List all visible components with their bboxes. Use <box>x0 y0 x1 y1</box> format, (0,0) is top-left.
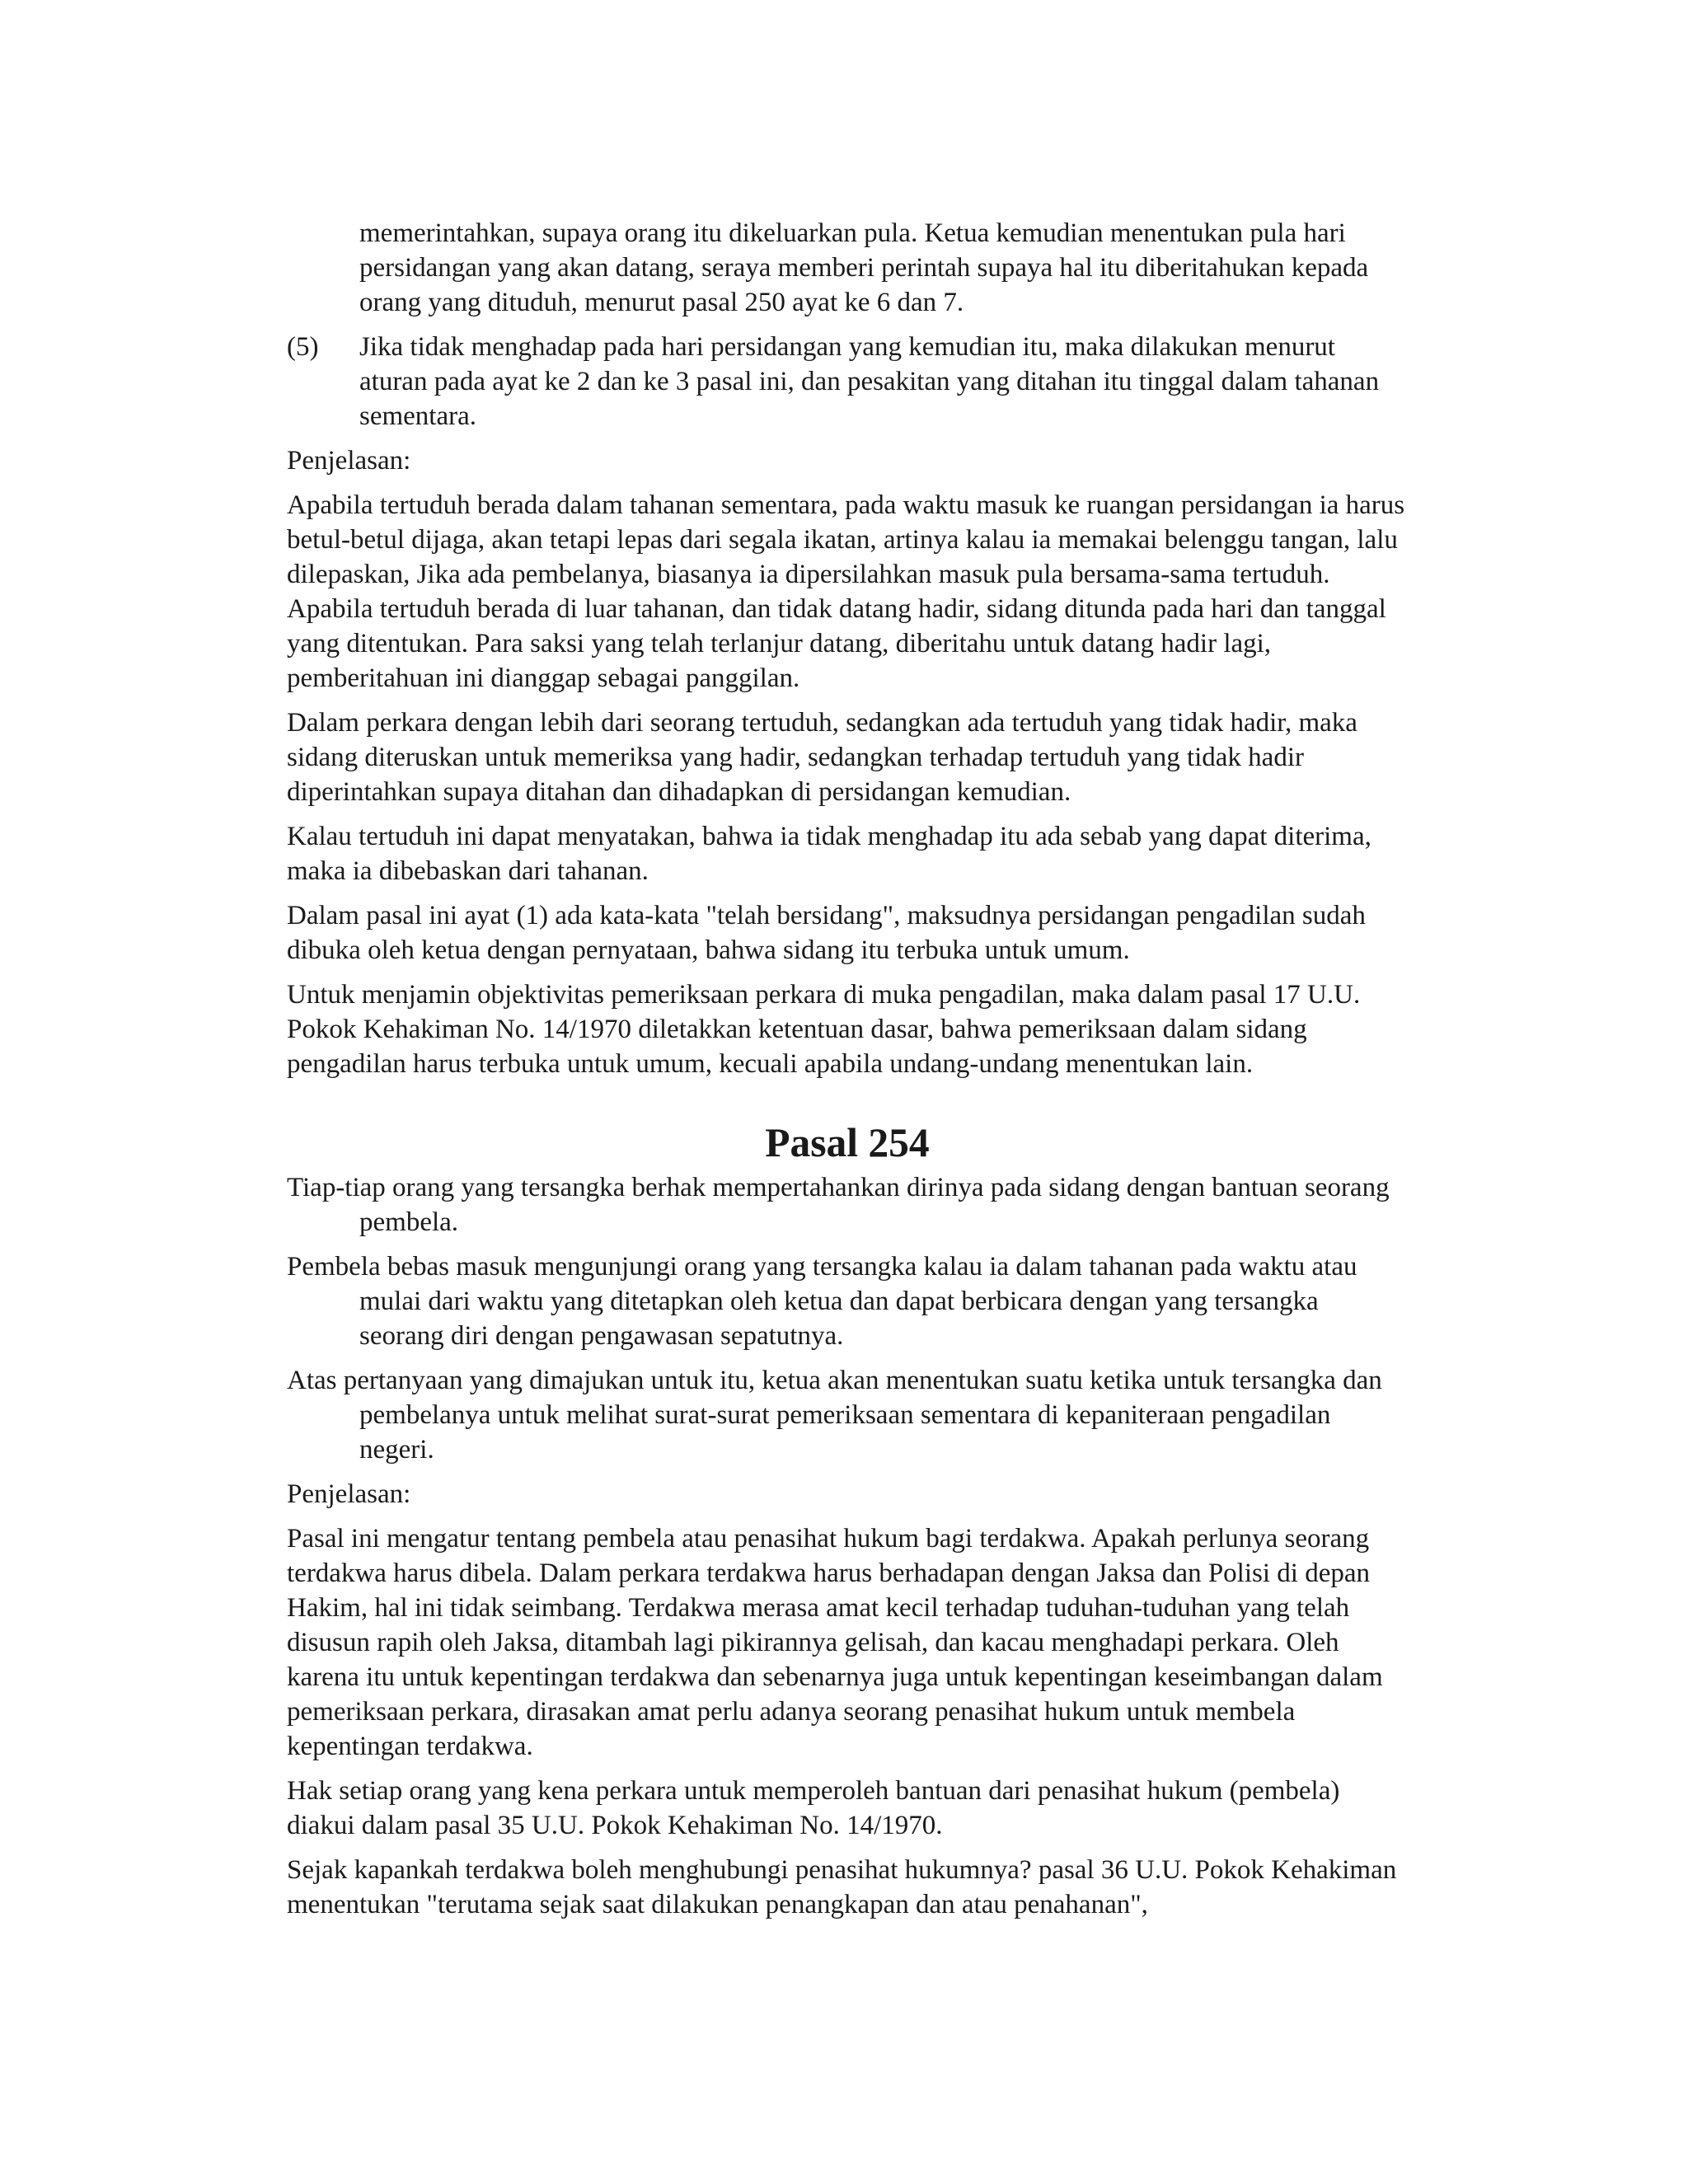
section-heading: Pasal 254 <box>765 1120 930 1165</box>
pasal-clause: Tiap-tiap orang yang tersangka berhak mempertahankan dirinya pada sidang dengan bantuan seorang pembela. <box>287 1173 1390 1237</box>
penjelasan-paragraph: Hak setiap orang yang kena perkara untuk memperoleh bantuan dari penasihat hukum (pembela) diakui dalam pasal 35 U.U. Pokok Kehakiman No. 14/1970. <box>287 1776 1340 1840</box>
penjelasan-label: Penjelasan: <box>287 1479 411 1509</box>
ayat-text: Jika tidak menghadap pada hari persidangan yang kemudian itu, maka dilakukan menurut aturan pada ayat ke 2 dan ke 3 pasal ini, dan pesakitan yang ditahan itu tinggal dalam tahanan sementara. <box>359 332 1380 431</box>
document-page <box>287 216 1408 1932</box>
pasal-clause: Pembela bebas masuk mengunjungi orang yang tersangka kalau ia dalam tahanan pada waktu atau mulai dari waktu yang ditetapkan oleh ketua dan dapat berbicara dengan yang tersangka seorang diri dengan pengawasan sepatutnya. <box>287 1252 1357 1351</box>
penjelasan-paragraph: Untuk menjamin objektivitas pemeriksaan perkara di muka pengadilan, maka dalam pasal 17 U.U. Pokok Kehakiman No. 14/1970 diletakkan ketentuan dasar, bahwa pemeriksaan dalam sidang pengadilan harus terbuka untuk umum, kecuali apabila undang-undang menentukan lain. <box>287 980 1361 1079</box>
penjelasan-paragraph: Dalam pasal ini ayat (1) ada kata-kata "telah bersidang", maksudnya persidangan pengadilan sudah dibuka oleh ketua dengan pernyataan, bahwa sidang itu terbuka untuk umum. <box>287 901 1366 965</box>
penjelasan-paragraph: Kalau tertuduh ini dapat menyatakan, bahwa ia tidak menghadap itu ada sebab yang dapat diterima, maka ia dibebaskan dari tahanan. <box>287 822 1372 886</box>
penjelasan-label: Penjelasan: <box>287 446 411 476</box>
penjelasan-paragraph: Apabila tertuduh berada dalam tahanan sementara, pada waktu masuk ke ruangan persidangan ia harus betul-betul dijaga, akan tetapi lepas dari segala ikatan, artinya kalau ia memakai belenggu tangan, lalu dilepaskan, Jika ada pembelanya, biasanya ia dipersilahkan masuk pula bersama-sama tertuduh. Apabila tertuduh berada di luar tahanan, dan tidak datang hadir, sidang ditunda pada hari dan tanggal yang ditentukan. Para saksi yang telah terlanjur datang, diberitahu untuk datang hadir lagi, pemberitahuan ini dianggap sebagai panggilan. <box>287 490 1405 693</box>
pasal-clause: Atas pertanyaan yang dimajukan untuk itu, ketua akan menentukan suatu ketika untuk tersangka dan pembelanya untuk melihat surat-surat pemeriksaan sementara di kepaniteraan pengadilan negeri. <box>287 1366 1382 1465</box>
penjelasan-paragraph: Pasal ini mengatur tentang pembela atau penasihat hukum bagi terdakwa. Apakah perlunya seorang terdakwa harus dibela. Dalam perkara terdakwa harus berhadapan dengan Jaksa dan Polisi di depan Hakim, hal ini tidak seimbang. Terdakwa merasa amat kecil terhadap tuduhan-tuduhan yang telah disusun rapih oleh Jaksa, ditambah lagi pikirannya gelisah, dan kacau menghadapi perkara. Oleh karena itu untuk kepentingan terdakwa dan sebenarnya juga untuk kepentingan keseimbangan dalam pemeriksaan perkara, dirasakan amat perlu adanya seorang penasihat hukum untuk membela kepentingan terdakwa. <box>287 1524 1383 1761</box>
ayat-number: (5) <box>287 332 319 362</box>
penjelasan-paragraph: Dalam perkara dengan lebih dari seorang tertuduh, sedangkan ada tertuduh yang tidak hadir, maka sidang diteruskan untuk memeriksa yang hadir, sedangkan terhadap tertuduh yang tidak hadir diperintahkan supaya ditahan dan dihadapkan di persidangan kemudian. <box>287 708 1357 807</box>
continuation-paragraph: memerintahkan, supaya orang itu dikeluarkan pula. Ketua kemudian menentukan pula hari persidangan yang akan datang, seraya memberi perintah supaya hal itu diberitahukan kepada orang yang dituduh, menurut pasal 250 ayat ke 6 dan 7. <box>359 218 1369 317</box>
ayat-5 <box>287 330 1408 434</box>
penjelasan-paragraph: Sejak kapankah terdakwa boleh menghubungi penasihat hukumnya? pasal 36 U.U. Pokok Kehakiman menentukan "terutama sejak saat dilakukan penangkapan dan atau penahanan", <box>287 1855 1397 1919</box>
